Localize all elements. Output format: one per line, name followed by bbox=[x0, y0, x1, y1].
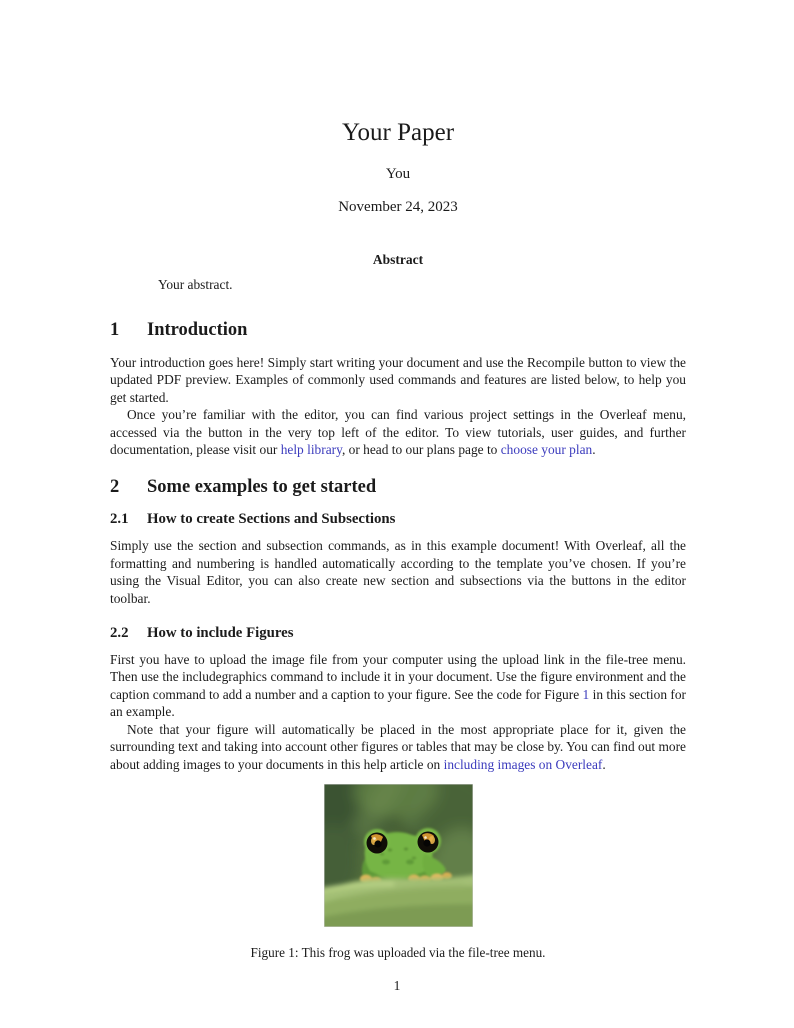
figure-caption: Figure 1: This frog was uploaded via the file-tree menu. bbox=[250, 944, 546, 960]
text-segment: First you have to upload the image file from your computer using the upload link in the file-tree menu. Then use the includegraphics command to include it in your document. Use the figure environment and the caption command to add a number and a caption to your figure. See the code for Figure bbox=[110, 652, 686, 702]
paper-author: You bbox=[385, 166, 411, 182]
text-link[interactable]: including images on Overleaf bbox=[443, 756, 603, 772]
section-2-heading bbox=[110, 476, 686, 498]
text-segment: , or head to our plans page to bbox=[341, 442, 501, 458]
text-link[interactable]: 1 bbox=[582, 686, 590, 702]
abstract-text: Your abstract. bbox=[158, 277, 233, 292]
subsection-2-1-heading bbox=[110, 510, 686, 528]
text-segment: Once you’re familiar with the editor, you can find various project settings in the Overleaf menu, accessed via the button in the very top left of the editor. To view tutorials, user guides, and further documentation, please visit our bbox=[110, 407, 686, 458]
section-1-title: Introduction bbox=[147, 320, 248, 340]
text-link[interactable]: choose your plan bbox=[500, 442, 593, 458]
section-1-heading bbox=[110, 319, 686, 341]
paper-title: Your Paper bbox=[341, 119, 455, 146]
abstract-heading: Abstract bbox=[372, 252, 424, 267]
subsection-2-2-heading bbox=[110, 624, 686, 642]
subsection-2-1-number: 2.1 bbox=[110, 511, 129, 528]
intro-paragraph-1: Your introduction goes here! Simply start writing your document and use the Recompile button to view the updated PDF preview. Examples of commonly used commands and features are listed below, to help you get started. bbox=[110, 355, 686, 405]
paper-date: November 24, 2023 bbox=[338, 199, 458, 215]
text-segment: . bbox=[592, 442, 596, 458]
figures-paragraph-1 bbox=[110, 651, 686, 721]
figure-frog-image bbox=[324, 784, 473, 927]
text-segment: Note that your figure will automatically be placed in the most appropriate place for it, given the surrounding text and taking into account other figures or tables that may be close by. You can find out more about adding images to your documents in this help article on bbox=[110, 721, 686, 772]
subsection-2-1-title: How to create Sections and Subsections bbox=[147, 511, 396, 528]
subsection-2-2-number: 2.2 bbox=[110, 625, 129, 642]
section-1-number: 1 bbox=[110, 320, 120, 340]
text-segment: in this section for an example. bbox=[110, 686, 686, 720]
section-2-title: Some examples to get started bbox=[147, 477, 377, 498]
section-2-number: 2 bbox=[110, 477, 120, 498]
intro-paragraph-2 bbox=[110, 406, 686, 458]
figure-1 bbox=[110, 784, 686, 961]
text-segment: . bbox=[602, 756, 606, 772]
text-link[interactable]: help library bbox=[280, 442, 342, 458]
page-number: 1 bbox=[393, 978, 401, 993]
subsection-2-2-title: How to include Figures bbox=[147, 625, 294, 642]
document-body bbox=[110, 0, 686, 961]
subsection-2-1-paragraph: Simply use the section and subsection commands, as in this example document! With Overleaf, all the formatting and numbering is handled automatically according to the template you’ve chosen. If you’re using the Visual Editor, you can also create new section and subsections via the buttons in the editor toolbar. bbox=[110, 538, 686, 606]
figures-paragraph-2 bbox=[110, 721, 686, 773]
frog-photo bbox=[324, 784, 473, 927]
